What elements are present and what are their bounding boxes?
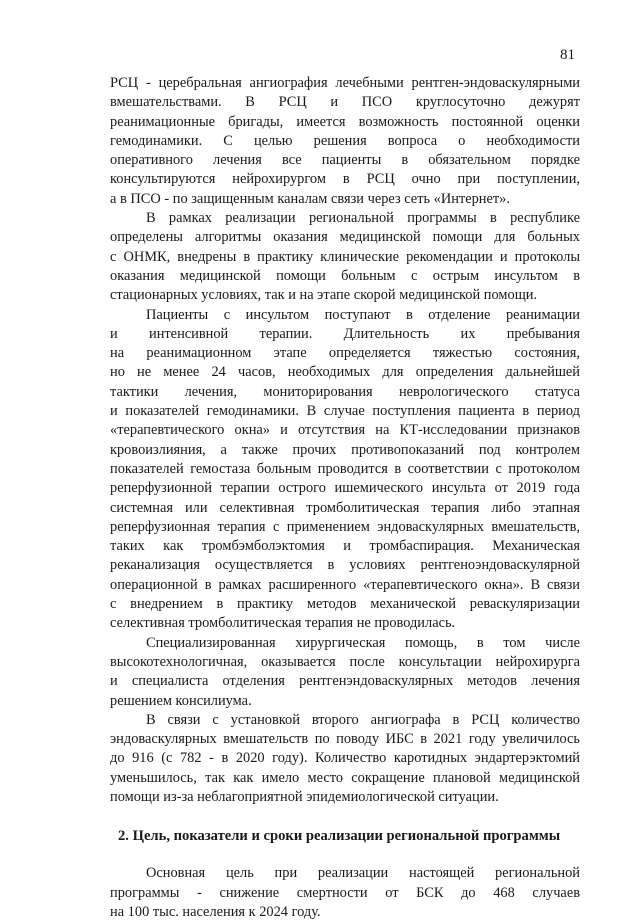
text-line: решением консилиума.: [110, 692, 252, 709]
text-line: помощи из-за неблагоприятной эпидемиологической ситуации.: [110, 788, 499, 805]
text-line: реперфузионной терапии острого ишемического инсульта от 2019 года: [110, 480, 580, 497]
text-line: «терапевтического окна» и отсутствия на КТ-исследовании признаков: [110, 422, 580, 439]
text-line: показателей гемостаза больным проводится в соответствии с протоколом: [110, 460, 580, 477]
text-line: на 100 тыс. населения к 2024 году.: [110, 903, 321, 920]
text-line: реканализация осуществляется в условиях рентгеноэндоваскулярной: [110, 557, 580, 574]
text-line: эндоваскулярных вмешательств по поводу ИБС в 2021 году увеличилось: [110, 731, 580, 748]
paragraph-main-goal: [110, 864, 580, 922]
text-line: реанимационные бригады, имеется возможность постоянной оценки: [110, 113, 580, 130]
text-line: но не менее 24 часов, необходимых для определения дальнейшей: [110, 364, 580, 381]
text-line: и интенсивной терапии. Длительность их пребывания: [110, 325, 580, 342]
text-line: оказания медицинской помощи больным с острым инсультом в: [110, 267, 580, 284]
text-line: высокотехнологичная, оказывается после консультации нейрохирурга: [110, 653, 580, 670]
text-line: уменьшилось, так как имело место сокращение плановой медицинской: [110, 769, 580, 786]
text-line: на реанимационном этапе определяется тяжестью состояния,: [110, 345, 580, 362]
section-heading: 2. Цель, показатели и сроки реализации региональной программы: [118, 828, 561, 845]
text-line: и специалиста отделения рентгенэндоваскулярных методов лечения: [110, 673, 580, 690]
text-line: В рамках реализации региональной программы в республике: [146, 210, 580, 227]
text-line: оперативного лечения все пациенты в обязательном порядке: [110, 152, 580, 169]
text-line: Специализированная хирургическая помощь, в том числе: [146, 634, 580, 651]
text-line: программы - снижение смертности от БСК до 468 случаев: [110, 884, 580, 901]
text-line: операционной в рамках расширенного «терапевтического окна». В связи: [110, 576, 580, 593]
paragraph-second-angiograph: [110, 711, 580, 807]
text-line: Пациенты с инсультом поступают в отделение реанимации: [146, 306, 580, 323]
text-line: Основная цель при реализации настоящей региональной: [146, 865, 580, 882]
text-line: селективная тромболитическая терапия не проводилась.: [110, 615, 456, 632]
paragraph-regional-program: [110, 209, 580, 305]
text-line: с ОНМК, внедрены в практику клинические рекомендации и протоколы: [110, 248, 580, 265]
text-line: определены алгоритмы оказания медицинской помощи для больных: [110, 229, 580, 246]
text-line: гемодинамики. С целью решения вопроса о необходимости: [110, 132, 580, 149]
text-line: до 916 (с 782 - в 2020 году). Количество каротидных эндартерэктомий: [110, 750, 580, 767]
paragraph-specialized-surgery: [110, 634, 580, 711]
text-line: и показателей гемодинамики. В случае поступления пациента в период: [110, 403, 580, 420]
text-line: стационарных условиях, так и на этапе скорой медицинской помощи.: [110, 287, 538, 304]
text-line: РСЦ - церебральная ангиография лечебными рентген-эндоваскулярными: [110, 75, 580, 91]
text-line: реперфузионная терапия с применением эндоваскулярных вмешательств,: [110, 518, 580, 535]
text-line: В связи с установкой второго ангиографа в РСЦ количество: [146, 711, 580, 728]
page-number: 81: [560, 47, 575, 63]
text-line: а в ПСО - по защищенным каналам связи через сеть «Интернет».: [110, 190, 510, 207]
text-line: таких как тромбэмболэктомия и тромбаспирация. Механическая: [110, 538, 580, 555]
document-body: [110, 74, 580, 922]
text-line: тактики лечения, мониторирования неврологического статуса: [110, 383, 580, 400]
paragraph-stroke-patients: [110, 306, 580, 634]
text-line: системная или селективная тромболитическая терапия либо этапная: [110, 499, 580, 516]
text-line: с внедрением в практику методов механической реваскуляризации: [110, 596, 580, 613]
text-line: вмешательствами. В РСЦ и ПСО круглосуточно дежурят: [110, 94, 580, 111]
text-line: кровоизлияния, а также прочих противопоказаний под контролем: [110, 441, 580, 458]
text-line: консультируются нейрохирургом в РСЦ очно при поступлении,: [110, 171, 580, 188]
paragraph-rsc-angiography: [110, 74, 580, 209]
